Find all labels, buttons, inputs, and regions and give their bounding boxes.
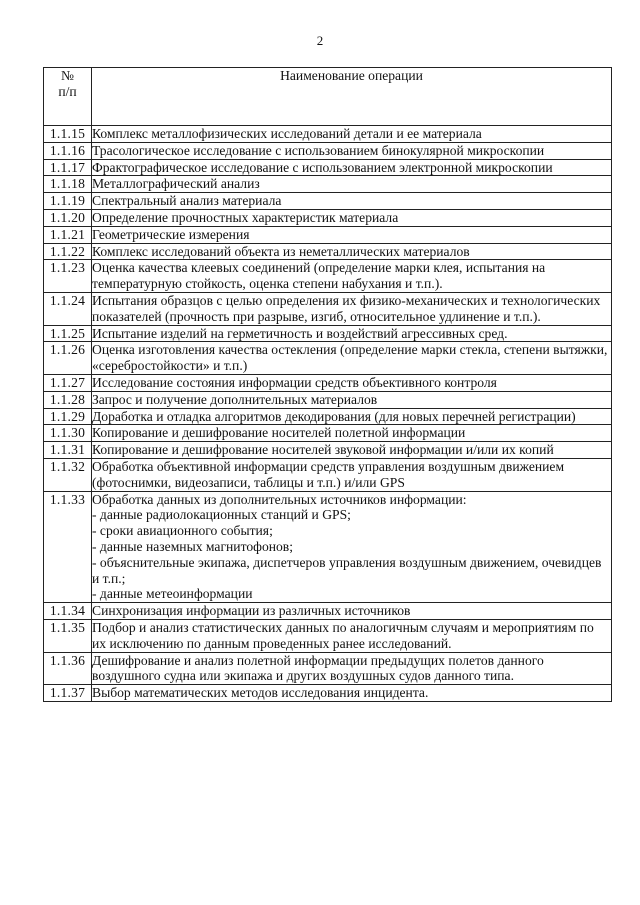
operation-name-cell [92,408,612,425]
operation-name-cell [92,342,612,375]
row-number: 1.1.34 [44,603,92,620]
operation-name-cell [92,260,612,293]
row-number: 1.1.24 [44,292,92,325]
header-number [44,68,92,126]
operation-name: Обработка данных из дополнительных источников информации: [92,491,467,507]
operation-name: Испытания образцов с целью определения их физико-механических и технологических показателей (прочность при разрыве, изгиб, относительное удлинение и т.п.). [92,292,601,324]
operation-sub-item: - данные наземных магнитофонов; [92,538,294,554]
table-row [44,292,612,325]
table-row [44,325,612,342]
operation-name-cell [92,374,612,391]
operation-name: Копирование и дешифрование носителей звуковой информации и/или их копий [92,442,554,458]
page-number: 2 [316,33,324,48]
operation-name-cell [92,603,612,620]
table-row [44,408,612,425]
row-number: 1.1.33 [44,491,92,603]
table-row [44,243,612,260]
operation-name-cell [92,193,612,210]
operation-name: Подбор и анализ статистических данных по аналогичным случаям и мероприятиям по их исключению по данным проведенных ранее исследований. [92,619,594,651]
operation-name-cell [92,226,612,243]
header-number-symbol: № [61,68,74,83]
table-row [44,652,612,685]
row-number: 1.1.37 [44,685,92,702]
operation-name-cell [92,325,612,342]
table-row [44,176,612,193]
operation-name: Испытание изделий на герметичность и воздействий агрессивных сред. [92,325,508,341]
header-number-abbrev: п/п [58,83,77,99]
table-row [44,685,612,702]
operation-sub-item: - объяснительные экипажа, диспетчеров управления воздушным движением, очевидцев и т.п.; [92,554,602,586]
operation-name-cell [92,209,612,226]
table-row [44,159,612,176]
table-row [44,260,612,293]
operation-name: Запрос и получение дополнительных материалов [92,391,378,407]
operation-name-cell [92,126,612,143]
row-number: 1.1.22 [44,243,92,260]
operation-sub-item: - сроки авиационного события; [92,523,273,539]
table-row [44,619,612,652]
table-row [44,603,612,620]
operation-name: Дешифрование и анализ полетной информации предыдущих полетов данного воздушного судна или экипажа и других воздушных судов данного типа. [92,652,544,684]
row-number: 1.1.28 [44,391,92,408]
operation-name: Синхронизация информации из различных источников [92,603,411,619]
operation-name: Оценка изготовления качества остекления (определение марки стекла, степени вытяжки, «серебростойкости» и т.п.) [92,342,608,374]
row-number: 1.1.36 [44,652,92,685]
operation-name-cell [92,458,612,491]
row-number: 1.1.29 [44,408,92,425]
operation-name: Определение прочностных характеристик материала [92,209,399,225]
operation-name: Фрактографическое исследование с использованием электронной микроскопии [92,159,553,175]
row-number: 1.1.26 [44,342,92,375]
row-number: 1.1.15 [44,126,92,143]
operation-name: Исследование состояния информации средств объективного контроля [92,374,497,390]
table-row [44,226,612,243]
operation-name-cell [92,491,612,603]
row-number: 1.1.27 [44,374,92,391]
operation-name: Доработка и отладка алгоритмов декодирования (для новых перечней регистрации) [92,408,576,424]
table-row [44,193,612,210]
operation-name: Комплекс металлофизических исследований детали и ее материала [92,126,482,141]
operation-name-cell [92,685,612,702]
operation-sub-item: - данные метеоинформации [92,586,253,602]
operation-name: Обработка объективной информации средств управления воздушным движением (фотоснимки, видеозаписи, таблицы и т.п.) и/или GPS [92,458,565,490]
table-row [44,442,612,459]
header-operation-name: Наименование операции [92,68,612,126]
operation-name: Выбор математических методов исследования инцидента. [92,685,429,701]
operation-name-cell [92,442,612,459]
row-number: 1.1.16 [44,142,92,159]
operation-name-cell [92,176,612,193]
row-number: 1.1.25 [44,325,92,342]
operation-name: Комплекс исследований объекта из неметаллических материалов [92,243,470,259]
operations-table [43,67,612,702]
row-number: 1.1.20 [44,209,92,226]
table-row [44,374,612,391]
operation-name-cell [92,391,612,408]
operation-name-cell [92,425,612,442]
operation-sub-item: - данные радиолокационных станций и GPS; [92,507,351,523]
table-row [44,142,612,159]
operation-name: Геометрические измерения [92,226,250,242]
row-number: 1.1.35 [44,619,92,652]
table-row [44,491,612,603]
row-number: 1.1.31 [44,442,92,459]
operation-name: Трасологическое исследование с использованием бинокулярной микроскопии [92,142,545,158]
table-row [44,126,612,143]
row-number: 1.1.17 [44,159,92,176]
row-number: 1.1.18 [44,176,92,193]
table-body [44,126,612,702]
operation-name: Металлографический анализ [92,176,260,192]
operation-name: Копирование и дешифрование носителей полетной информации [92,425,466,441]
table-row [44,342,612,375]
operation-name-cell [92,292,612,325]
table-row [44,425,612,442]
row-number: 1.1.23 [44,260,92,293]
operation-name-cell [92,243,612,260]
operation-name: Оценка качества клеевых соединений (определение марки клея, испытания на температурную стойкость, оценка степени набухания и т.п.). [92,260,546,292]
operation-name: Спектральный анализ материала [92,193,282,209]
table-row [44,391,612,408]
row-number: 1.1.21 [44,226,92,243]
row-number: 1.1.19 [44,193,92,210]
table-row [44,209,612,226]
operation-name-cell [92,159,612,176]
table-header-row [44,68,612,126]
row-number: 1.1.30 [44,425,92,442]
operation-name-cell [92,142,612,159]
row-number: 1.1.32 [44,458,92,491]
table-row [44,458,612,491]
operation-name-cell [92,652,612,685]
operation-name-cell [92,619,612,652]
